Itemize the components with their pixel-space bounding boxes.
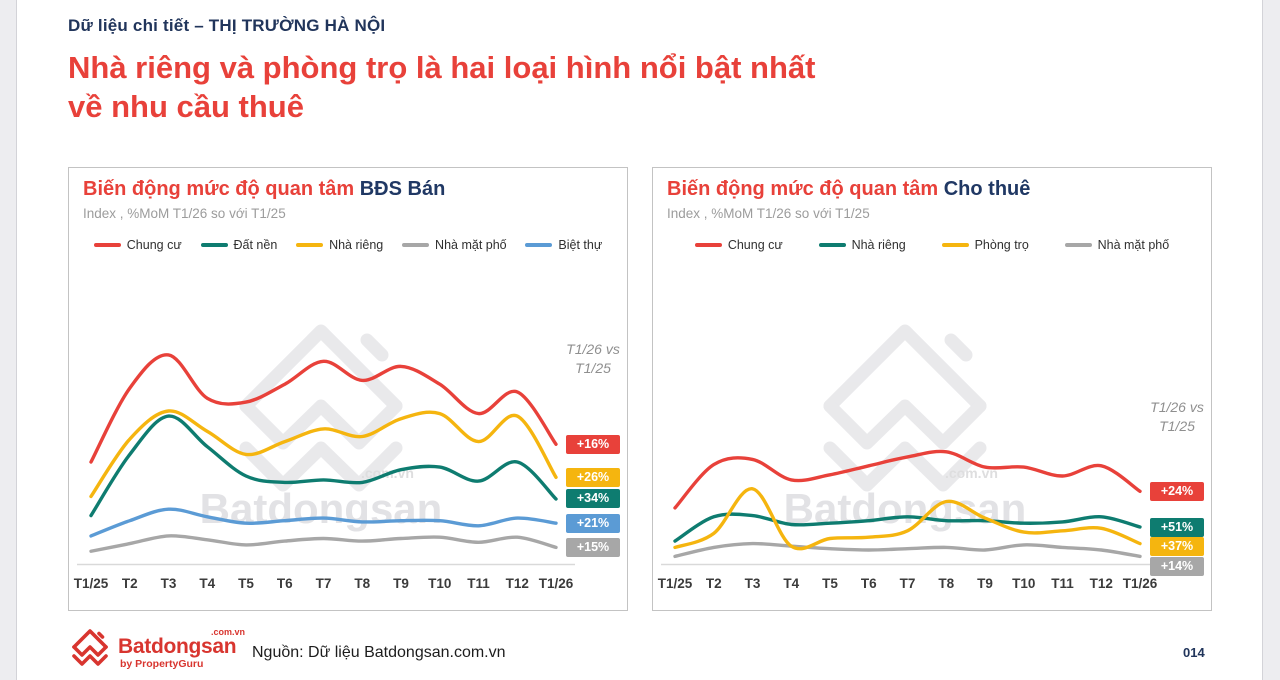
x-axis-tick-label: T12 (505, 576, 529, 591)
legend-sale (75, 238, 621, 252)
legend-label: Nhà riêng (851, 238, 906, 252)
x-axis-tick-label: T7 (315, 576, 332, 591)
legend-label: Nhà mặt phố (435, 238, 507, 252)
legend-label: Chung cư (727, 238, 783, 252)
watermark-text: Batdongsan (199, 485, 443, 532)
legend-rent (659, 238, 1205, 252)
legend-label: Chung cư (126, 238, 182, 252)
series-line-Phòng trọ (675, 489, 1140, 549)
legend-item (201, 238, 278, 252)
legend-swatch (94, 243, 121, 247)
x-axis-tick-label: T11 (467, 576, 490, 591)
batdongsan-logo (66, 626, 258, 674)
slide-title (68, 48, 815, 126)
page-number: 014 (1183, 645, 1205, 660)
x-axis-tick-label: T4 (783, 576, 800, 591)
x-axis-tick-label: T4 (199, 576, 216, 591)
slide-kicker: Dữ liệu chi tiết – THỊ TRƯỜNG HÀ NỘI (68, 16, 386, 35)
legend-item (525, 238, 602, 252)
logo-brand: Batdongsan (118, 635, 237, 658)
x-axis-tick-label: T5 (822, 576, 838, 591)
change-badge-Nhà riêng: +51% (1150, 518, 1204, 537)
legend-item (942, 238, 1029, 252)
comparison-annotation: T1/26 vs T1/25 (1150, 399, 1204, 434)
series-line-Nhà riêng (675, 514, 1140, 541)
series-line-Biệt thự (91, 509, 556, 536)
x-axis-tick-label: T8 (938, 576, 955, 591)
slide-title-line1: Nhà riêng và phòng trọ là hai loại hình nổi bật nhất (68, 50, 816, 85)
slide-title-line2: về nhu cầu thuê (68, 89, 304, 124)
chart-title-sale (83, 178, 445, 201)
legend-swatch (402, 243, 429, 247)
legend-item (296, 238, 383, 252)
line-chart-sale (69, 296, 627, 600)
change-badge-Nhà mặt phố: +15% (566, 538, 620, 557)
legend-item (402, 238, 507, 252)
change-badge-Chung cư: +16% (566, 435, 620, 454)
series-line-Nhà riêng (91, 411, 556, 497)
batdongsan-logo-icon (66, 626, 114, 674)
legend-label: Đất nền (233, 238, 278, 252)
chart-subtitle-sale: Index , %MoM T1/26 so với T1/25 (83, 206, 286, 221)
watermark-domain: .com.vn (361, 465, 414, 481)
x-axis-tick-label: T2 (705, 576, 722, 591)
legend-label: Nhà mặt phố (1097, 238, 1170, 252)
x-axis-tick-label: T1/25 (73, 576, 109, 591)
chart-title-accent: Biến động mức độ quan tâm (83, 178, 355, 200)
legend-swatch (201, 243, 228, 247)
logo-byline: by PropertyGuru (120, 658, 204, 670)
x-axis-tick-label: T3 (744, 576, 761, 591)
x-axis-tick-label: T1/25 (657, 576, 693, 591)
x-axis-tick-label: T12 (1089, 576, 1113, 591)
legend-swatch (525, 243, 552, 247)
x-axis-tick-label: T2 (121, 576, 138, 591)
series-line-Chung cư (91, 355, 556, 462)
x-axis-tick-label: T1/26 (1122, 576, 1158, 591)
line-chart-rent (653, 296, 1211, 600)
chart-title-main: Cho thuê (943, 178, 1031, 200)
legend-swatch (695, 243, 722, 247)
x-axis-tick-label: T10 (1012, 576, 1036, 591)
x-axis-tick-label: T3 (160, 576, 177, 591)
legend-label: Biệt thự (558, 238, 603, 252)
change-badge-Biệt thự: +21% (566, 514, 620, 533)
x-axis-tick-label: T8 (354, 576, 371, 591)
x-axis-tick-label: T9 (393, 576, 409, 591)
change-badge-Nhà riêng: +26% (566, 468, 620, 487)
legend-label: Nhà riêng (329, 238, 384, 252)
watermark-domain: .com.vn (945, 465, 998, 481)
series-line-Đất nền (91, 416, 556, 516)
change-badge-Nhà mặt phố: +14% (1150, 557, 1204, 576)
legend-label: Phòng trọ (974, 238, 1029, 252)
x-axis-tick-label: T1/26 (538, 576, 574, 591)
x-axis-tick-label: T6 (276, 576, 293, 591)
legend-swatch (296, 243, 323, 247)
legend-item (695, 238, 783, 252)
change-badge-Chung cư: +24% (1150, 482, 1204, 501)
chart-panel-rent (652, 167, 1212, 611)
chart-title-rent (667, 178, 1030, 201)
viewer-left-margin (0, 0, 17, 680)
x-axis-tick-label: T9 (977, 576, 993, 591)
x-axis-tick-label: T11 (1051, 576, 1074, 591)
change-badge-Phòng trọ: +37% (1150, 537, 1204, 556)
chart-title-accent: Biến động mức độ quan tâm (667, 178, 939, 200)
source-note: Nguồn: Dữ liệu Batdongsan.com.vn (252, 644, 506, 661)
chart-panel-sale (68, 167, 628, 611)
series-line-Nhà mặt phố (91, 536, 556, 551)
series-line-Chung cư (675, 451, 1140, 507)
x-axis-tick-label: T6 (860, 576, 877, 591)
change-badge-Đất nền: +34% (566, 489, 620, 508)
x-axis-tick-label: T7 (899, 576, 916, 591)
series-line-Nhà mặt phố (675, 544, 1140, 557)
viewer-right-margin (1262, 0, 1280, 680)
x-axis-tick-label: T10 (428, 576, 452, 591)
legend-swatch (819, 243, 846, 247)
legend-item (1065, 238, 1170, 252)
comparison-annotation: T1/26 vs T1/25 (566, 341, 620, 376)
x-axis-tick-label: T5 (238, 576, 254, 591)
chart-title-main: BĐS Bán (359, 178, 446, 200)
legend-swatch (1065, 243, 1092, 247)
legend-item (819, 238, 906, 252)
logo-domain: .com.vn (211, 627, 246, 637)
chart-subtitle-rent: Index , %MoM T1/26 so với T1/25 (667, 206, 870, 221)
watermark-text: Batdongsan (783, 485, 1027, 532)
legend-item (94, 238, 182, 252)
legend-swatch (942, 243, 969, 247)
